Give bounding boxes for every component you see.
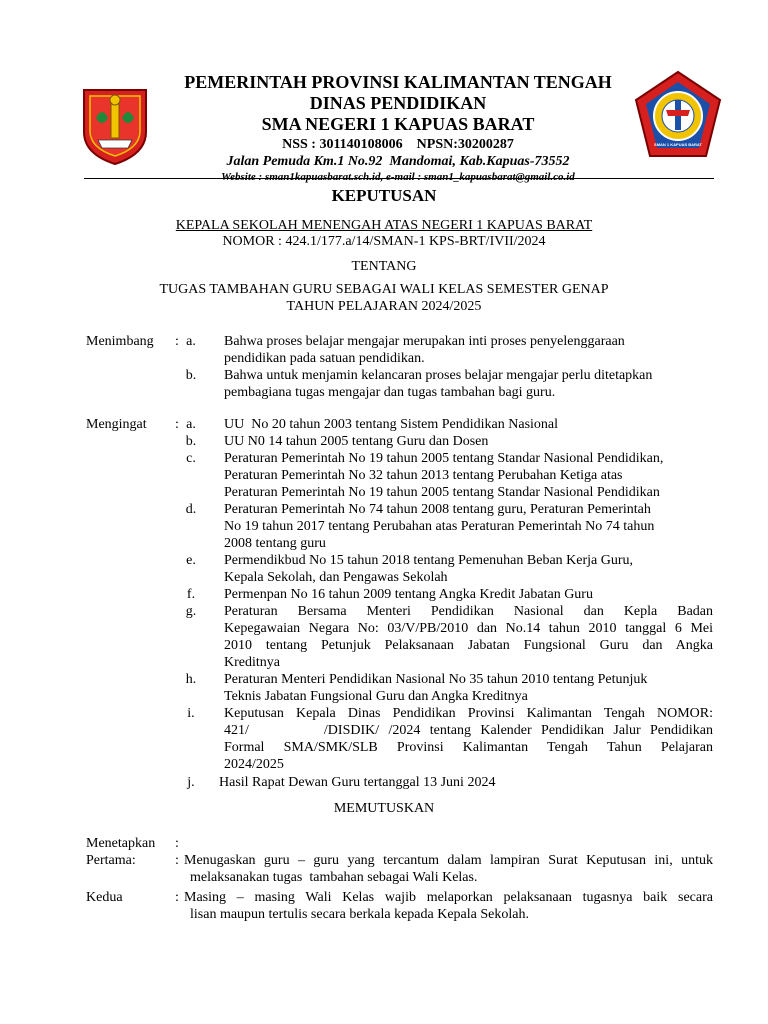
item-text-line: UU N0 14 tahun 2005 tentang Guru dan Dosen <box>224 434 489 449</box>
school-logo-text: SMAN 1 KAPUAS BARAT <box>654 142 702 147</box>
decision-text-line: Menugaskan guru – guru yang tercantum dalam lampiran Surat Keputusan ini, untuk <box>184 853 713 868</box>
list-item <box>0 603 768 671</box>
list-item <box>0 333 768 367</box>
list-item <box>0 367 768 401</box>
subject-line-2: TAHUN PELAJARAN 2024/2025 <box>286 299 482 314</box>
kedua-label: Kedua <box>86 890 123 905</box>
decision-text-line: melaksanakan tugas tambahan sebagai Wali Kelas. <box>190 870 478 885</box>
list-item <box>0 450 768 501</box>
issuer: KEPALA SEKOLAH MENENGAH ATAS NEGERI 1 KAPUAS BARAT <box>175 218 593 233</box>
item-letter: a. <box>186 334 196 349</box>
list-item <box>0 552 768 586</box>
pertama-label: Pertama: <box>86 853 136 868</box>
item-letter: b. <box>185 368 197 383</box>
item-text-line: Peraturan Pemerintah No 19 tahun 2005 tentang Standar Nasional Pendidikan <box>224 485 660 500</box>
item-text-line: Teknis Jabatan Fungsional Guru dan Angka Kreditnya <box>224 689 528 704</box>
list-item <box>0 705 768 773</box>
item-text-line: 2024/2025 <box>224 757 284 772</box>
list-item <box>0 671 768 705</box>
decision-section <box>0 835 768 923</box>
item-letter: j. <box>187 775 195 790</box>
item-text-line: Kreditnya <box>224 655 280 670</box>
item-text-line: Keputusan Kepala Dinas Pendidikan Provinsi Kalimantan Tengah NOMOR: <box>224 706 713 721</box>
item-text-line: Peraturan Pemerintah No 74 tahun 2008 tentang guru, Peraturan Pemerintah <box>224 502 651 517</box>
decree-number: NOMOR : 424.1/177.a/14/SMAN-1 KPS-BRT/IVII/2024 <box>222 234 546 249</box>
letterhead-government: PEMERINTAH PROVINSI KALIMANTAN TENGAH <box>184 72 612 92</box>
item-letter: b. <box>185 434 197 449</box>
item-text-line: No 19 tahun 2017 tentang Perubahan atas Peraturan Pemerintah No 74 tahun <box>224 519 655 534</box>
item-text-line: Formal SMA/SMK/SLB Provinsi Kalimantan Tengah Tahun Pelajaran <box>224 740 713 755</box>
province-logo <box>80 84 150 166</box>
item-letter: f. <box>186 587 196 602</box>
menetapkan-label: Menetapkan <box>86 836 156 851</box>
item-text-line: Peraturan Pemerintah No 19 tahun 2005 tentang Standar Nasional Pendidikan, <box>224 451 664 466</box>
list-item <box>0 852 768 886</box>
mengingat-colon: : <box>175 417 179 432</box>
item-text-line: 2008 tentang guru <box>224 536 326 551</box>
mengingat-section <box>0 416 768 791</box>
document-title: KEPUTUSAN <box>331 186 437 205</box>
menimbang-section <box>0 333 768 401</box>
kedua-colon: : <box>175 890 179 905</box>
memutuskan-heading: MEMUTUSKAN <box>333 801 435 816</box>
list-item <box>0 774 768 791</box>
letterhead-contact: Website : sman1kapuasbarat.sch.id, e-mail : sman1_kapuasbarat@gmail.co.id <box>221 171 575 183</box>
letterhead-ids: NSS : 301140108006 NPSN:30200287 <box>282 137 514 152</box>
item-text-line: Bahwa untuk menjamin kelancaran proses belajar mengajar perlu ditetapkan <box>224 368 653 383</box>
list-item <box>0 835 768 852</box>
item-text-line: Hasil Rapat Dewan Guru tertanggal 13 Juni 2024 <box>219 775 496 790</box>
school-logo <box>632 70 724 162</box>
letterhead-address: Jalan Pemuda Km.1 No.92 Mandomai, Kab.Kapuas-73552 <box>226 154 570 169</box>
item-letter: a. <box>186 417 196 432</box>
mengingat-label: Mengingat <box>86 417 147 432</box>
subject-line-1: TUGAS TAMBAHAN GURU SEBAGAI WALI KELAS SEMESTER GENAP <box>159 282 609 297</box>
item-text-line: Peraturan Pemerintah No 32 tahun 2013 tentang Perubahan Ketiga atas <box>224 468 623 483</box>
item-text-line: Kepegawaian Negara No: 03/V/PB/2010 dan No.14 tahun 2010 tanggal 6 Mei <box>224 621 713 636</box>
decision-text-line: Masing – masing Wali Kelas wajib melaporkan pelaksanaan tugasnya baik secara <box>184 890 713 905</box>
list-item <box>0 416 768 433</box>
list-item <box>0 501 768 552</box>
menetapkan-colon: : <box>175 836 179 851</box>
item-letter: d. <box>185 502 197 517</box>
pertama-colon: : <box>175 853 179 868</box>
item-text-line: UU No 20 tahun 2003 tentang Sistem Pendidikan Nasional <box>224 417 559 432</box>
item-letter: e. <box>186 553 196 568</box>
menimbang-colon: : <box>175 334 179 349</box>
letterhead <box>160 72 636 184</box>
item-text-line: 2010 tentang Petunjuk Pelaksanaan Jabatan Fungsional Guru dan Angka <box>224 638 713 653</box>
menimbang-label: Menimbang <box>86 334 154 349</box>
item-letter: c. <box>186 451 196 466</box>
list-item <box>0 586 768 603</box>
letterhead-agency: DINAS PENDIDIKAN <box>309 93 487 113</box>
item-text-line: Permendikbud No 15 tahun 2018 tentang Pemenuhan Beban Kerja Guru, <box>224 553 634 568</box>
item-letter: h. <box>185 672 197 687</box>
letterhead-divider <box>84 178 714 179</box>
item-text-line: Permenpan No 16 tahun 2009 tentang Angka Kredit Jabatan Guru <box>224 587 593 602</box>
item-text-line: Bahwa proses belajar mengajar merupakan inti proses penyelenggaraan <box>224 334 625 349</box>
list-item <box>0 433 768 450</box>
item-text-line: Peraturan Menteri Pendidikan Nasional No 35 tahun 2010 tentang Petunjuk <box>224 672 648 687</box>
item-text-line: 421/ /DISDIK/ /2024 tentang Kalender Pendidikan Jalur Pendidikan <box>224 723 713 738</box>
item-text-line: Kepala Sekolah, dan Pengawas Sekolah <box>224 570 448 585</box>
decision-text-line: lisan maupun tertulis secara berkala kepada Kepala Sekolah. <box>190 907 529 922</box>
list-item <box>0 889 768 923</box>
tentang-label: TENTANG <box>351 259 417 274</box>
item-text-line: pembagiana tugas mengajar dan tugas tambahan bagi guru. <box>224 385 556 400</box>
letterhead-school: SMA NEGERI 1 KAPUAS BARAT <box>261 114 535 134</box>
item-letter: i. <box>187 706 195 721</box>
item-letter: g. <box>185 604 197 619</box>
item-text-line: Peraturan Bersama Menteri Pendidikan Nasional dan Kepla Badan <box>224 604 713 619</box>
item-text-line: pendidikan pada satuan pendidikan. <box>224 351 425 366</box>
